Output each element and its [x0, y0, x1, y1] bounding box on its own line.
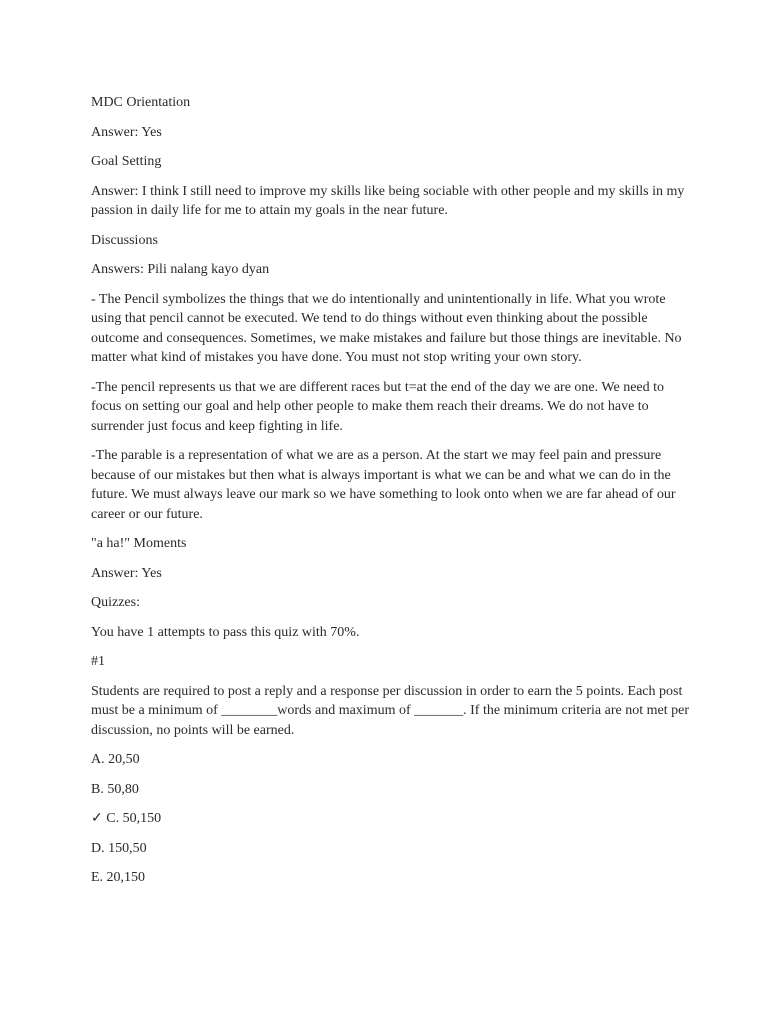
choice-a: A. 20,50: [91, 752, 140, 767]
document-page: [91, 93, 691, 898]
choice-b: B. 50,80: [91, 781, 139, 797]
choice-c-correct: ✓ C. 50,150: [91, 811, 162, 826]
heading-quizzes: Quizzes:: [91, 595, 140, 610]
heading-mdc-orientation: MDC Orientation: [91, 95, 191, 110]
answer-aha-moments: Answer: Yes: [91, 565, 162, 581]
heading-goal-setting: Goal Setting: [91, 154, 162, 169]
paragraph-pencil-represents: -The pencil represents us that we are different races but t=at the end of the day we are one. We need to focus on setting our goal and help other people to make them reach their dreams. We do not have to surrender just focus and keep fighting in life.: [91, 379, 665, 434]
heading-discussions: Discussions: [91, 232, 158, 248]
paragraph-parable: -The parable is a representation of what we are as a person. At the start we may feel pain and pressure because of our mistakes but then what is always important is what we can be and what we can do in the future. We must always leave our mark so we have something to look onto when we are far ahead of our career or our future.: [91, 448, 676, 522]
question-text: Students are required to post a reply and a response per discussion in order to earn the 5 points. Each post must be a minimum of ________words and maximum of _______. If the minimum criteria are not met per discussion, no points will be earned.: [91, 683, 689, 738]
heading-aha-moments: "a ha!" Moments: [91, 536, 187, 551]
answer-discussions: Answers: Pili nalang kayo dyan: [91, 262, 270, 277]
paragraph-pencil-symbolizes: - The Pencil symbolizes the things that we do intentionally and unintentionally in life. What you wrote using that pencil cannot be executed. We tend to do things without even thinking about the possible outcome and consequences. Sometimes, we make mistakes and failure but those things are inevitable. No matter what kind of mistakes you have done. You must not stop writing your own story.: [91, 291, 682, 365]
choice-d: D. 150,50: [91, 840, 147, 856]
quiz-attempts-note: You have 1 attempts to pass this quiz with 70%.: [91, 624, 360, 640]
question-number: #1: [91, 654, 105, 669]
answer-mdc-orientation: Answer: Yes: [91, 124, 162, 140]
answer-goal-setting: Answer: I think I still need to improve my skills like being sociable with other people and my skills in my passion in daily life for me to attain my goals in the near future.: [91, 183, 685, 218]
choice-e: E. 20,150: [91, 870, 146, 885]
